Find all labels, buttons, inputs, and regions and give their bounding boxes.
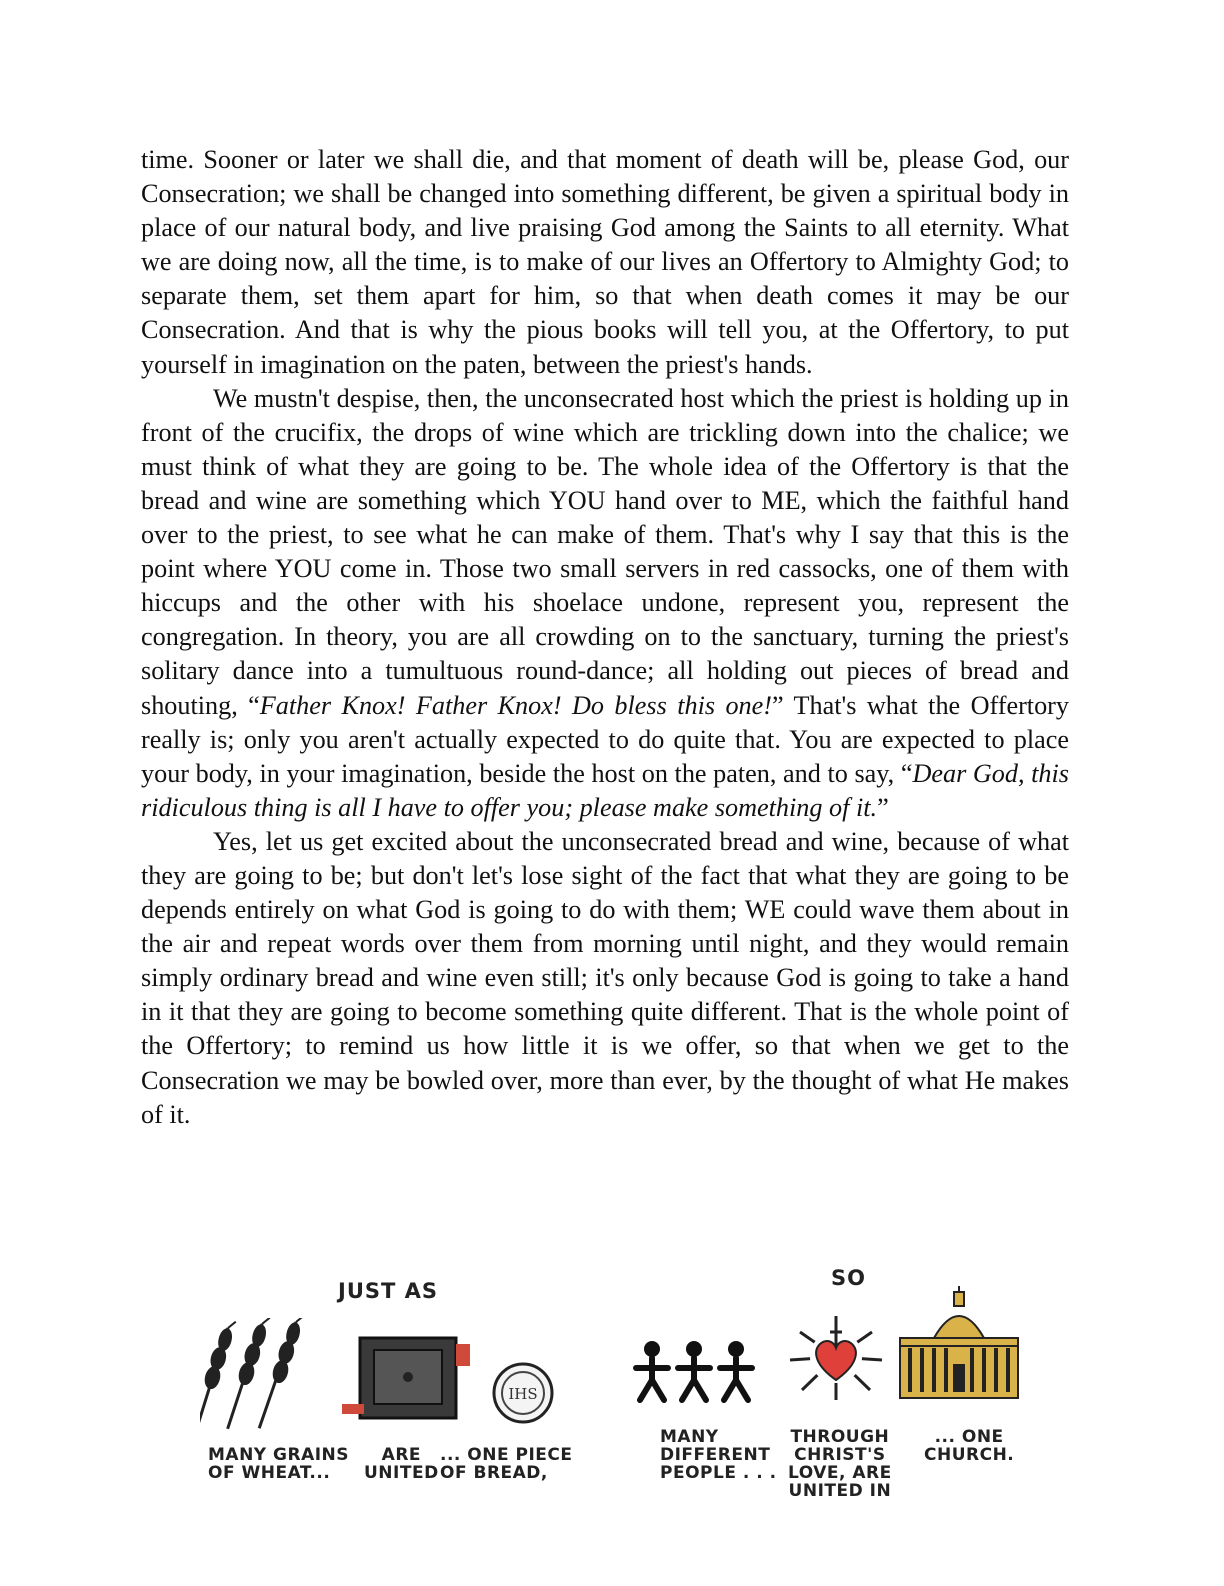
people-icon [632, 1340, 758, 1406]
italic-run: Dear God, this ridiculous thing is all I have to offer you; please make something of it. [141, 758, 1069, 822]
caption-through-love: THROUGH CHRIST'S LOVE, ARE UNITED IN [788, 1427, 892, 1501]
sacred-heart-icon [786, 1312, 886, 1402]
italic-run: Father Knox! Father Knox! Do bless this one! [259, 690, 772, 720]
paragraph [141, 382, 1069, 825]
caption-grains: MANY GRAINS OF WHEAT... [208, 1445, 350, 1483]
paragraph [141, 143, 1069, 382]
host-inscription: IHS [508, 1385, 538, 1403]
caption-one-piece: ... ONE PIECE OF BREAD, [440, 1445, 573, 1483]
heading-just-as: JUST AS [338, 1279, 439, 1303]
body-text [141, 143, 1069, 1132]
text-run: Yes, let us get excited about the unconsecrated bread and wine, because of what they are going to be; but don't let's lose sight of the fact that what they are going to be depends entirely on what God is going to do with them; WE could wave them about in the air and repeat words over them from morning until night, and they would remain simply ordinary bread and wine even still; it's only because God is going to take a hand in it that they are going to become something quite different. That is the whole point of the Offertory; to remind us how little it is we offer, so that when we get to the Consecration we may be bowled over, more than ever, by the thought of what He makes of it. [141, 826, 1069, 1129]
text-run: time. Sooner or later we shall die, and that moment of death will be, please God, our Consecration; we shall be changed into something different, be given a spiritual body in place of our natural body, and live praising God among the Saints to all eternity. What we are doing now, all the time, is to make of our lives an Offertory to Almighty God; to separate them, set them apart for him, so that when death comes it may be our Consecration. And that is why the pious books will tell you, at the Offertory, to put yourself in imagination on the paten, between the priest's hands. [141, 145, 1069, 379]
caption-one-church: ... ONE CHURCH. [924, 1427, 1015, 1465]
caption-are-united: ARE UNITED [364, 1445, 439, 1483]
host-icon [490, 1360, 556, 1426]
text-run: ” [877, 792, 889, 822]
heading-so: SO [831, 1266, 866, 1290]
church-icon [896, 1286, 1022, 1402]
wafer-press-icon [340, 1332, 480, 1432]
paragraph [141, 825, 1069, 1132]
text-run: We mustn't despise, then, the unconsecrated host which the priest is holding up in front of the crucifix, the drops of wine which are trickling down into the chalice; we must think of what they are going to be. The whole idea of the Offertory is that the bread and wine are something which YOU hand over to ME, which the faithful hand over to the priest, to see what he can make of them. That's why I say that this is the point where YOU come in. Those two small servers in red cassocks, one of them with hiccups and the other with his shoelace undone, represent you, represent the congregation. In theory, you are all crowding on to the sanctuary, turning the priest's solitary dance into a tumultuous round-dance; all holding out pieces of bread and shouting, “ [141, 383, 1069, 720]
caption-many-people: MANY DIFFERENT PEOPLE . . . [660, 1427, 777, 1483]
wheat-icon [200, 1318, 330, 1438]
text-run: ” That's what the Offertory really is; only you aren't actually expected to do quite that. You are expected to place your body, in your imagination, beside the host on the paten, and to say, “ [141, 690, 1069, 788]
